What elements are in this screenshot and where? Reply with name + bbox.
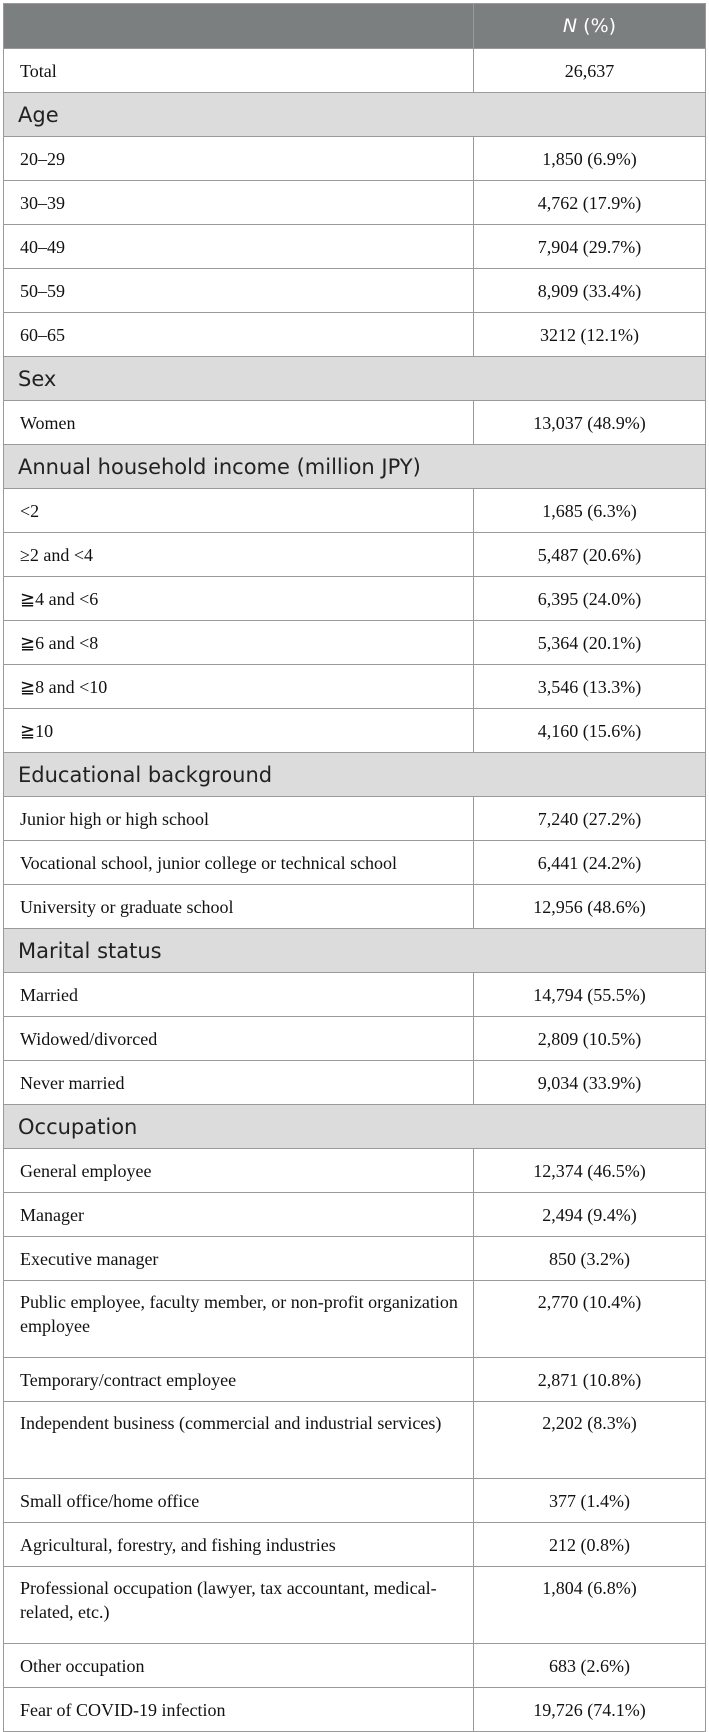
section-title: Sex	[4, 357, 706, 401]
section-header-row	[4, 93, 706, 137]
row-label: Vocational school, junior college or technical school	[4, 841, 474, 885]
row-label: 40–49	[4, 225, 474, 269]
table-row	[4, 1479, 706, 1523]
table-row	[4, 709, 706, 753]
row-label: Junior high or high school	[4, 797, 474, 841]
header-label-cell	[4, 4, 474, 49]
total-row	[4, 49, 706, 93]
table-row	[4, 1237, 706, 1281]
table-row	[4, 1061, 706, 1105]
row-value: 2,202 (8.3%)	[474, 1402, 706, 1479]
row-value: 8,909 (33.4%)	[474, 269, 706, 313]
row-label: Fear of COVID-19 infection	[4, 1688, 474, 1732]
section-header-row	[4, 1105, 706, 1149]
table-row	[4, 533, 706, 577]
table-row	[4, 621, 706, 665]
row-value: 3212 (12.1%)	[474, 313, 706, 357]
row-value: 2,770 (10.4%)	[474, 1281, 706, 1358]
table-row	[4, 1358, 706, 1402]
row-label: Temporary/contract employee	[4, 1358, 474, 1402]
row-value: 4,762 (17.9%)	[474, 181, 706, 225]
row-label: ≧6 and <8	[4, 621, 474, 665]
table-row	[4, 1688, 706, 1732]
table-row	[4, 973, 706, 1017]
row-label: ≧10	[4, 709, 474, 753]
table-row	[4, 1402, 706, 1479]
table-row	[4, 885, 706, 929]
row-label: Women	[4, 401, 474, 445]
row-label: 50–59	[4, 269, 474, 313]
row-value: 1,804 (6.8%)	[474, 1567, 706, 1644]
row-label: Widowed/divorced	[4, 1017, 474, 1061]
row-value: 13,037 (48.9%)	[474, 401, 706, 445]
section-header-row	[4, 357, 706, 401]
row-value: 1,850 (6.9%)	[474, 137, 706, 181]
row-label: Public employee, faculty member, or non-profit organization employee	[4, 1281, 474, 1358]
row-value: 2,494 (9.4%)	[474, 1193, 706, 1237]
header-n-percent	[474, 4, 706, 49]
table-body	[4, 49, 706, 1732]
table-row	[4, 1567, 706, 1644]
row-label: Independent business (commercial and industrial services)	[4, 1402, 474, 1479]
row-value: 12,374 (46.5%)	[474, 1149, 706, 1193]
table-row	[4, 1193, 706, 1237]
row-value: 6,441 (24.2%)	[474, 841, 706, 885]
row-label: ≧4 and <6	[4, 577, 474, 621]
row-label: 20–29	[4, 137, 474, 181]
row-value: 3,546 (13.3%)	[474, 665, 706, 709]
table-row	[4, 1281, 706, 1358]
row-value: 683 (2.6%)	[474, 1644, 706, 1688]
row-value: 5,364 (20.1%)	[474, 621, 706, 665]
table-row	[4, 841, 706, 885]
row-value: 7,240 (27.2%)	[474, 797, 706, 841]
row-value: 6,395 (24.0%)	[474, 577, 706, 621]
row-label: Professional occupation (lawyer, tax accountant, medical-related, etc.)	[4, 1567, 474, 1644]
section-header-row	[4, 753, 706, 797]
table-row	[4, 1523, 706, 1567]
table-row	[4, 665, 706, 709]
row-label: ≧8 and <10	[4, 665, 474, 709]
table-row	[4, 313, 706, 357]
table-row	[4, 797, 706, 841]
table-row	[4, 181, 706, 225]
row-value: 5,487 (20.6%)	[474, 533, 706, 577]
row-label: Small office/home office	[4, 1479, 474, 1523]
row-label: General employee	[4, 1149, 474, 1193]
row-value: 26,637	[474, 49, 706, 93]
row-value: 9,034 (33.9%)	[474, 1061, 706, 1105]
table-row	[4, 1149, 706, 1193]
section-header-row	[4, 445, 706, 489]
row-value: 12,956 (48.6%)	[474, 885, 706, 929]
demographics-table	[3, 3, 706, 1732]
row-label: Manager	[4, 1193, 474, 1237]
row-label: 60–65	[4, 313, 474, 357]
row-label: Total	[4, 49, 474, 93]
row-label: Other occupation	[4, 1644, 474, 1688]
table-row	[4, 225, 706, 269]
row-value: 1,685 (6.3%)	[474, 489, 706, 533]
row-value: 850 (3.2%)	[474, 1237, 706, 1281]
header-n: N	[562, 15, 578, 37]
row-label: 30–39	[4, 181, 474, 225]
table-row	[4, 269, 706, 313]
row-value: 377 (1.4%)	[474, 1479, 706, 1523]
row-label: Married	[4, 973, 474, 1017]
section-title: Marital status	[4, 929, 706, 973]
row-label: Agricultural, forestry, and fishing industries	[4, 1523, 474, 1567]
row-value: 19,726 (74.1%)	[474, 1688, 706, 1732]
row-value: 212 (0.8%)	[474, 1523, 706, 1567]
section-title: Educational background	[4, 753, 706, 797]
table-header-row	[4, 4, 706, 49]
row-value: 2,871 (10.8%)	[474, 1358, 706, 1402]
table-row	[4, 1017, 706, 1061]
row-value: 14,794 (55.5%)	[474, 973, 706, 1017]
table-row	[4, 137, 706, 181]
row-label: Never married	[4, 1061, 474, 1105]
table-row	[4, 489, 706, 533]
row-value: 2,809 (10.5%)	[474, 1017, 706, 1061]
row-label: University or graduate school	[4, 885, 474, 929]
row-label: ≥2 and <4	[4, 533, 474, 577]
row-value: 4,160 (15.6%)	[474, 709, 706, 753]
row-value: 7,904 (29.7%)	[474, 225, 706, 269]
table-row	[4, 401, 706, 445]
section-title: Age	[4, 93, 706, 137]
table-row	[4, 1644, 706, 1688]
section-title: Occupation	[4, 1105, 706, 1149]
section-title: Annual household income (million JPY)	[4, 445, 706, 489]
row-label: Executive manager	[4, 1237, 474, 1281]
section-header-row	[4, 929, 706, 973]
row-label: <2	[4, 489, 474, 533]
header-percent: (%)	[577, 15, 617, 37]
table-row	[4, 577, 706, 621]
